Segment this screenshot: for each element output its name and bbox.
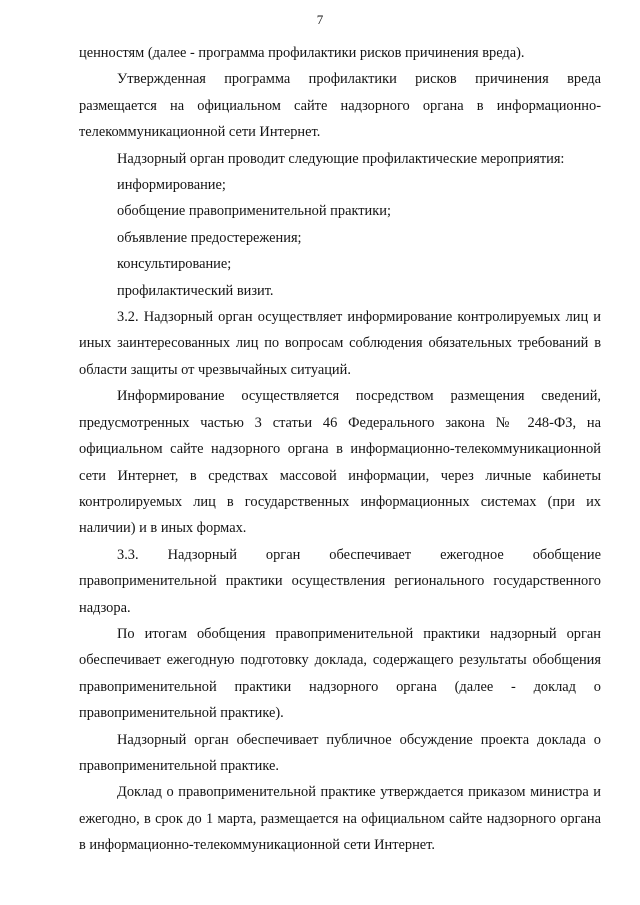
paragraph-program-published: Утвержденная программа профилактики рисков причинения вреда размещается на официальном сайте надзорного органа в информационно-телекоммуникационной сети Интернет.: [79, 71, 601, 141]
paragraph-section-3-3: 3.3. Надзорный орган обеспечивает ежегодное обобщение правоприменительной практики осуществления регионального государственного надзора.: [79, 546, 601, 616]
document-body: [79, 40, 601, 859]
list-item-preventive-visit: профилактический визит.: [117, 282, 274, 299]
paragraph-measures-intro: Надзорный орган проводит следующие профилактические мероприятия:: [117, 150, 565, 167]
paragraph-informing-details: Информирование осуществляется посредством размещения сведений, предусмотренных частью 3 статьи 46 Федерального закона № 248-ФЗ, на официальном сайте надзорного органа в информационно-телекоммуникационной сети Интернет, в средствах массовой информации, через личные кабинеты контролируемых лиц в государственных информационных системах (при их наличии) и в иных формах.: [79, 388, 601, 537]
paragraph-annual-report: По итогам обобщения правоприменительной практики надзорный орган обеспечивает ежегодную подготовку доклада, содержащего результаты обобщения правоприменительной практики надзорного органа (далее - доклад о правоприменительной практике).: [79, 625, 601, 722]
paragraph-continuation: ценностям (далее - программа профилактики рисков причинения вреда).: [79, 45, 525, 61]
list-item-warning: объявление предостережения;: [117, 229, 302, 246]
list-item-consulting: консультирование;: [117, 256, 232, 273]
page-number: 7: [316, 12, 324, 27]
list-item-informing: информирование;: [117, 177, 226, 194]
list-item-practice-summary: обобщение правоприменительной практики;: [117, 203, 391, 220]
paragraph-public-discussion: Надзорный орган обеспечивает публичное обсуждение проекта доклада о правоприменительной практике.: [79, 731, 601, 774]
paragraph-section-3-2: 3.2. Надзорный орган осуществляет информирование контролируемых лиц и иных заинтересованных лиц по вопросам соблюдения обязательных требований в области защиты от чрезвычайных ситуаций.: [79, 309, 601, 378]
paragraph-report-approval: Доклад о правоприменительной практике утверждается приказом министра и ежегодно, в срок до 1 марта, размещается на официальном сайте надзорного органа в информационно-телекоммуникационной сети Интернет.: [79, 784, 601, 854]
